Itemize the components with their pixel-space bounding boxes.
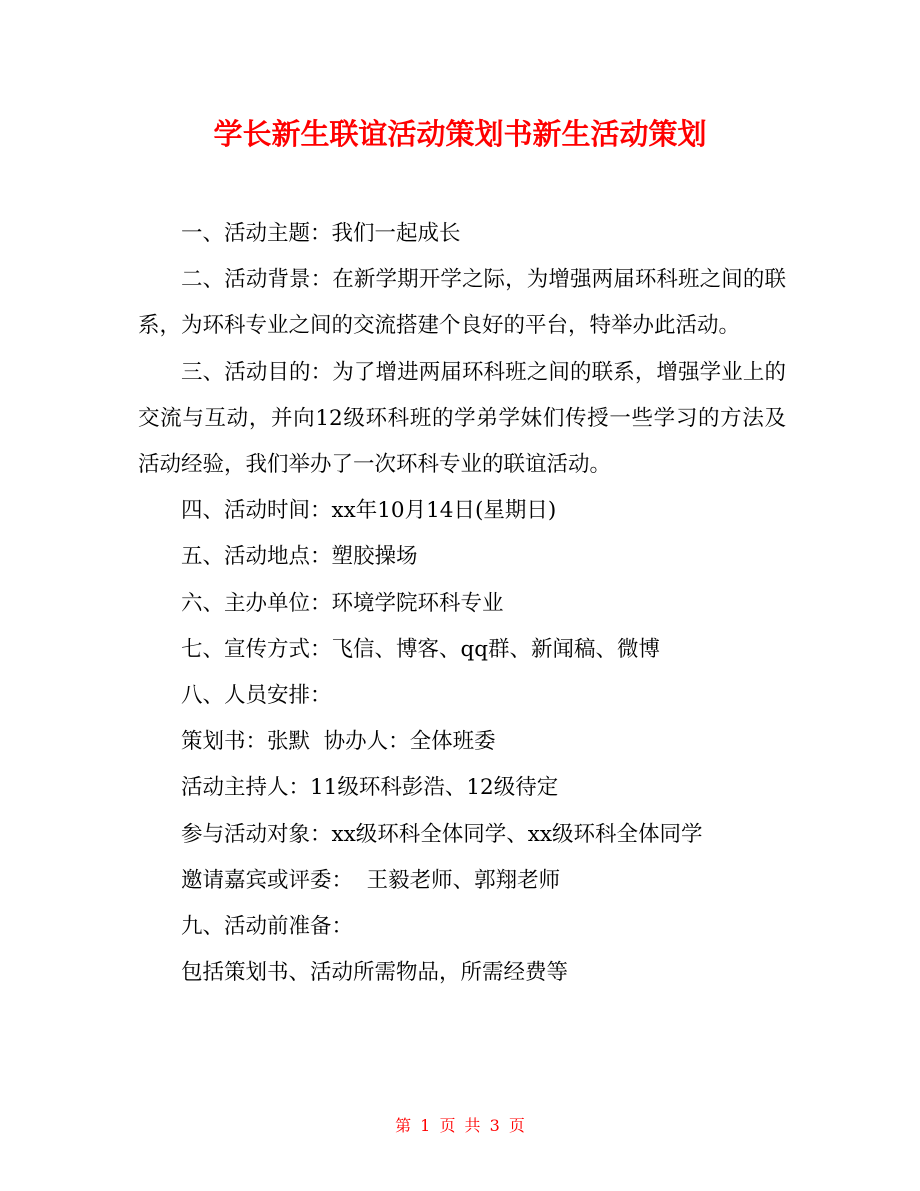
paragraph-participants: 参与活动对象：xx级环科全体同学、xx级环科全体同学 xyxy=(181,821,703,847)
paragraph-staffing: 八、人员安排： xyxy=(181,683,332,709)
paragraph-theme: 一、活动主题：我们一起成长 xyxy=(181,221,461,246)
paragraph-guests: 邀请嘉宾或评委： 王毅老师、郭翔老师 xyxy=(181,867,561,893)
document-title: 学长新生联谊活动策划书新生活动策划 xyxy=(213,117,707,151)
paragraph-host: 活动主持人：11级环科彭浩、12级待定 xyxy=(181,775,559,801)
paragraph-preparation: 九、活动前准备： xyxy=(181,914,354,940)
paragraph-publicity: 七、宣传方式：飞信、博客、qq群、新闻稿、微博 xyxy=(181,636,661,662)
paragraph-location: 五、活动地点：塑胶操场 xyxy=(181,544,418,570)
paragraph-planner: 策划书：张默 协办人：全体班委 xyxy=(181,729,496,755)
document-body xyxy=(138,211,786,996)
paragraph-time: 四、活动时间：xx年10月14日(星期日) xyxy=(181,498,557,524)
paragraph-preparation-detail: 包括策划书、活动所需物品，所需经费等 xyxy=(181,960,569,986)
paragraph-purpose: 三、活动目的：为了增进两届环科班之间的联系，增强学业上的交流与互动，并向12级环科班的学弟学妹们传授一些学习的方法及活动经验，我们举办了一次环科专业的联谊活动。 xyxy=(138,359,786,478)
page-number-footer: 第 1 页 共 3 页 xyxy=(395,1116,525,1135)
paragraph-organizer: 六、主办单位：环境学院环科专业 xyxy=(181,590,504,616)
paragraph-background: 二、活动背景：在新学期开学之际，为增强两届环科班之间的联系，为环科专业之间的交流搭建个良好的平台，特举办此活动。 xyxy=(138,267,786,339)
